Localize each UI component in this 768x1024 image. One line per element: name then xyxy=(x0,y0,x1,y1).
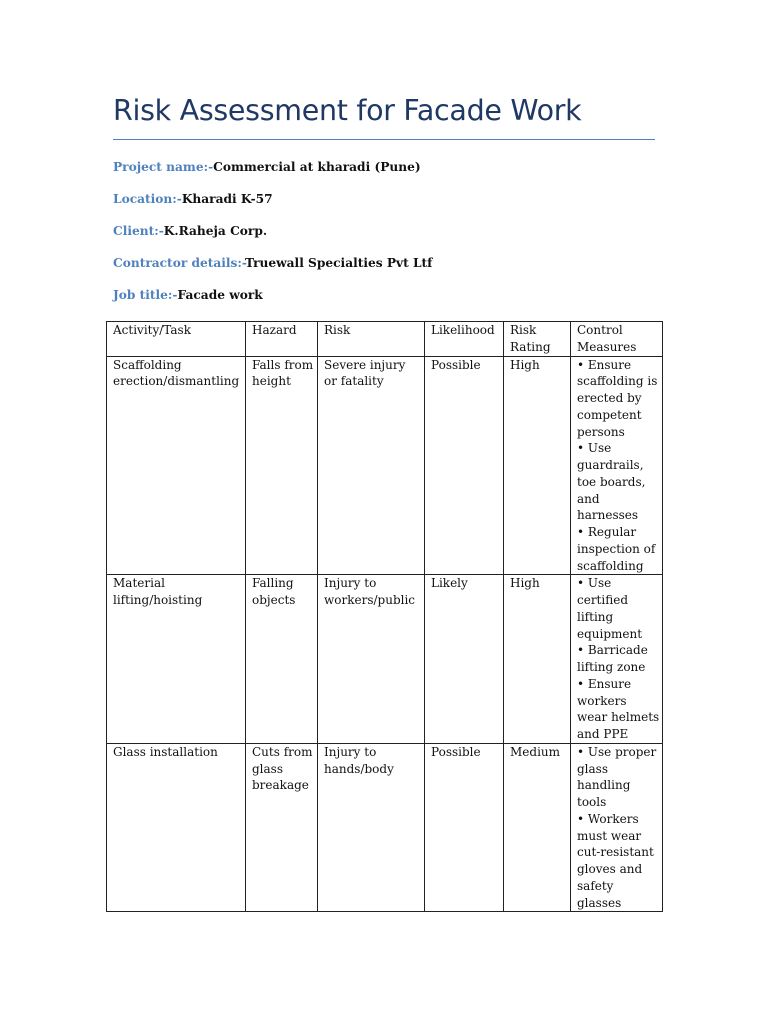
control-measure-item: • Use proper glass handling tools xyxy=(577,744,657,809)
document-title: Risk Assessment for Facade Work xyxy=(113,94,582,127)
contractor-field xyxy=(113,256,432,270)
control-measures-cell xyxy=(571,575,663,744)
risk-cell: Injury to workers/public xyxy=(318,575,425,744)
likelihood-cell: Possible xyxy=(425,356,504,575)
risk-rating-cell: High xyxy=(504,575,571,744)
risk-assessment-table xyxy=(106,321,663,912)
control-measure-item: • Workers must wear cut-resistant gloves and safety glasses xyxy=(577,811,654,910)
client-field xyxy=(113,224,267,238)
control-measure-item: • Barricade lifting zone xyxy=(577,643,648,674)
project-name-field xyxy=(113,160,421,174)
header-control-measures: Control Measures xyxy=(571,322,663,357)
location-label: Location:- xyxy=(113,192,182,206)
job-title-field xyxy=(113,288,263,302)
activity-cell: Scaffolding erection/dismantling xyxy=(107,356,246,575)
hazard-cell: Cuts from glass breakage xyxy=(246,743,318,912)
risk-cell: Severe injury or fatality xyxy=(318,356,425,575)
risk-rating-cell: Medium xyxy=(504,743,571,912)
header-risk-rating: Risk Rating xyxy=(504,322,571,357)
table-row xyxy=(107,356,663,575)
location-field xyxy=(113,192,273,206)
control-measure-item: • Ensure workers wear helmets and PPE xyxy=(577,676,660,741)
contractor-label: Contractor details:- xyxy=(113,256,245,270)
control-measure-item: • Ensure scaffolding is erected by competent persons xyxy=(577,357,658,439)
risk-rating-cell: High xyxy=(504,356,571,575)
table-header-row xyxy=(107,322,663,357)
header-activity: Activity/Task xyxy=(107,322,246,357)
client-label: Client:- xyxy=(113,224,164,238)
header-likelihood: Likelihood xyxy=(425,322,504,357)
control-measures-cell xyxy=(571,356,663,575)
control-measure-item: • Use certified lifting equipment xyxy=(577,576,643,641)
job-title-value: Facade work xyxy=(177,288,263,302)
title-underline xyxy=(113,139,655,140)
table-row xyxy=(107,743,663,912)
job-title-label: Job title:- xyxy=(113,288,178,302)
header-hazard: Hazard xyxy=(246,322,318,357)
control-measure-item: • Regular inspection of scaffolding xyxy=(577,525,656,573)
project-name-label: Project name:- xyxy=(113,160,214,174)
likelihood-cell: Likely xyxy=(425,575,504,744)
location-value: Kharadi K-57 xyxy=(181,192,273,206)
likelihood-cell: Possible xyxy=(425,743,504,912)
control-measures-cell xyxy=(571,743,663,912)
table-row xyxy=(107,575,663,744)
client-value: K.Raheja Corp. xyxy=(163,224,268,238)
activity-cell: Glass installation xyxy=(107,743,246,912)
contractor-value: Truewall Specialties Pvt Ltf xyxy=(244,256,433,270)
header-risk: Risk xyxy=(318,322,425,357)
hazard-cell: Falls from height xyxy=(246,356,318,575)
risk-cell: Injury to hands/body xyxy=(318,743,425,912)
project-name-value: Commercial at kharadi (Pune) xyxy=(213,160,421,174)
control-measure-item: • Use guardrails, toe boards, and harnesses xyxy=(577,441,646,523)
hazard-cell: Falling objects xyxy=(246,575,318,744)
activity-cell: Material lifting/hoisting xyxy=(107,575,246,744)
